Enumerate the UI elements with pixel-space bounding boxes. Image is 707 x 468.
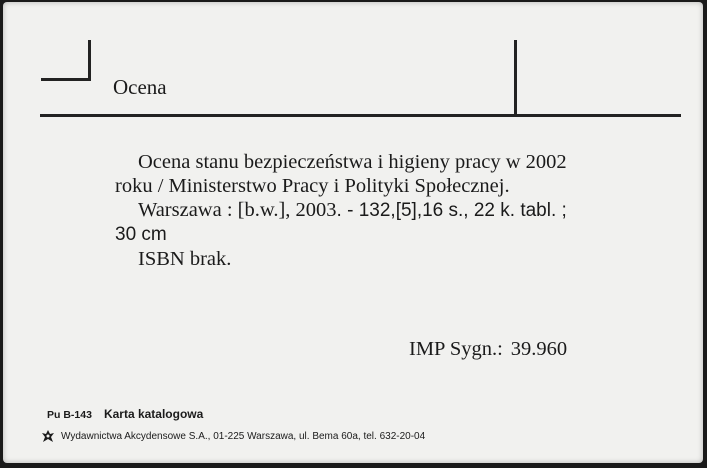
imprint-extent: . - 132,[5],16 s., 22 k. tabl. ; [336, 200, 567, 221]
title-line-1: Ocena stanu bezpieczeństwa i higieny pracy w 2002 [138, 151, 567, 173]
call-number-label: IMP Sygn.: [409, 338, 503, 360]
call-number [409, 338, 567, 361]
form-code: Pu B-143 [47, 409, 92, 421]
publisher-line [41, 429, 425, 443]
call-number-value: 39.960 [510, 338, 568, 360]
heading-divider-vertical [514, 40, 517, 116]
corner-rule-vertical [88, 40, 91, 80]
catalog-card [3, 2, 703, 463]
imprint-place-publisher-year: Warszawa : [b.w.], 2003 [138, 199, 337, 221]
title-line-2: roku / Ministerstwo Pracy i Polityki Społecznej. [115, 175, 510, 197]
bibliographic-description [115, 150, 625, 271]
imprint-line [115, 198, 625, 223]
publisher-logo-icon [41, 429, 55, 443]
corner-rule-horizontal [41, 78, 91, 81]
form-identifier [47, 407, 203, 421]
dimensions-line: 30 cm [115, 224, 167, 245]
isbn-line: ISBN brak. [138, 248, 232, 270]
heading-underline [40, 114, 681, 117]
publisher-text: Wydawnictwa Akcydensowe S.A., 01-225 Warszawa, ul. Bema 60a, tel. 632-20-04 [61, 430, 426, 442]
card-heading: Ocena [113, 75, 167, 99]
form-name: Karta katalogowa [103, 407, 204, 421]
